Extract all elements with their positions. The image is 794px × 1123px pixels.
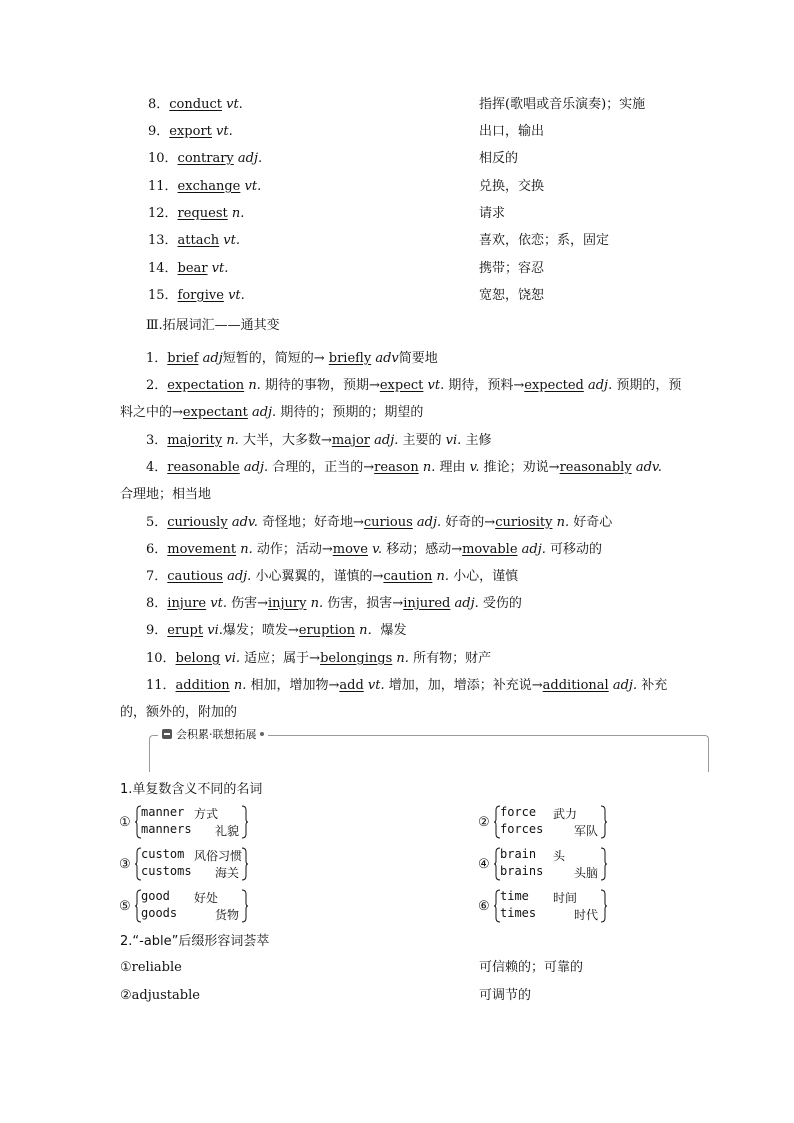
pair-plural: forces xyxy=(500,822,544,836)
box-label-text: 会积累·联想拓展 xyxy=(176,728,257,741)
able-word: ①reliable xyxy=(120,960,182,975)
pair-singular: force xyxy=(500,805,537,819)
deriv-meaning: 可移动的 xyxy=(545,542,603,557)
deriv-meaning: 移动；感动→ xyxy=(382,542,463,557)
deriv-pos: adj. xyxy=(612,678,638,693)
deriv-pos: n． xyxy=(359,623,381,638)
pair-singular: brain xyxy=(500,847,537,861)
deriv-meaning: 奇怪地；好奇地→ xyxy=(257,515,364,530)
heading-able-adjectives: 2.“-able”后缀形容词荟萃 xyxy=(120,934,270,949)
pair-singular: custom xyxy=(141,847,185,861)
right-brace-icon xyxy=(241,889,249,923)
deriv-word: additional xyxy=(542,678,609,693)
vocab-num: 13． xyxy=(148,233,178,248)
deriv-word: cautious xyxy=(167,569,223,584)
deriv-meaning: 伤害→ xyxy=(226,596,268,611)
vocab-pos: adj. xyxy=(237,151,263,166)
right-brace-icon xyxy=(600,805,608,839)
deriv-meaning: 短暂的，简短的→ xyxy=(222,351,329,366)
deriv-meaning: 增加，加，增添；补充说→ xyxy=(384,678,543,693)
deriv-pos: n. xyxy=(240,542,253,557)
deriv-word: injure xyxy=(167,596,207,611)
deriv-meaning: 大半，大多数→ xyxy=(238,433,332,448)
deriv-meaning: 推论；劝说→ xyxy=(479,460,560,475)
deriv-word: curiosity xyxy=(495,515,553,530)
vocab-pos: vt. xyxy=(226,97,243,112)
vocab-word: exchange xyxy=(177,179,241,194)
deriv-word: addition xyxy=(175,678,230,693)
deriv-num: 3． xyxy=(146,433,168,448)
deriv-pos: adj. xyxy=(227,569,252,584)
deriv-pos: adv xyxy=(375,351,399,366)
pair-number: ⑤ xyxy=(119,899,131,914)
deriv-meaning: 预期的，预 xyxy=(612,378,682,393)
deriv-word: briefly xyxy=(328,351,372,366)
vocab-num: 15． xyxy=(148,288,178,303)
pair-singular: time xyxy=(500,889,529,903)
pair-singular: good xyxy=(141,889,170,903)
deriv-meaning: 适应；属于→ xyxy=(240,651,321,666)
deriv-word: injured xyxy=(403,596,451,611)
deriv-meaning: 简要地 xyxy=(398,351,438,366)
deriv-meaning: 爆发 xyxy=(380,623,407,638)
section3-title: Ⅲ.拓展词汇——通其变 xyxy=(146,318,280,333)
deriv-word: movement xyxy=(167,542,237,557)
vocab-num: 12． xyxy=(148,206,178,221)
pair-plural: manners xyxy=(141,822,192,836)
dot-icon xyxy=(260,732,264,736)
vocab-pos: vt. xyxy=(228,288,245,303)
able-word: ②adjustable xyxy=(120,988,200,1003)
deriv-meaning: 动作；活动→ xyxy=(252,542,333,557)
deriv-word: brief xyxy=(167,351,199,366)
deriv-pos: n. xyxy=(310,596,324,611)
deriv-meaning: 合理地；相当地 xyxy=(120,487,212,502)
pair-plural: goods xyxy=(141,906,178,920)
pair-number: ⑥ xyxy=(478,899,490,914)
deriv-pos: n. xyxy=(422,460,436,475)
vocab-word: export xyxy=(169,124,212,139)
deriv-pos: adj. xyxy=(374,433,399,448)
deriv-pos: vi. xyxy=(207,623,223,638)
deriv-num: 6． xyxy=(146,542,168,557)
deriv-meaning: 伤害，损害→ xyxy=(323,596,404,611)
able-meaning: 可调节的 xyxy=(479,988,532,1003)
vocab-meaning: 出口，输出 xyxy=(479,124,545,139)
deriv-pos: adj. xyxy=(243,460,269,475)
vocab-word: attach xyxy=(177,233,220,248)
pair-number: ① xyxy=(119,815,131,830)
pair-number: ④ xyxy=(478,857,490,872)
deriv-pos: n. xyxy=(396,651,409,666)
vocab-word: contrary xyxy=(177,151,234,166)
deriv-meaning: 合理的，正当的→ xyxy=(268,460,375,475)
deriv-meaning: 补充 xyxy=(637,678,668,693)
deriv-word: movable xyxy=(462,542,518,557)
vocab-num: 9． xyxy=(148,124,170,139)
pair-singular-meaning: 头 xyxy=(553,849,566,863)
deriv-word: reason xyxy=(374,460,419,475)
deriv-pos: adj. xyxy=(587,378,613,393)
noun-pair xyxy=(478,847,618,887)
deriv-word: expected xyxy=(524,378,584,393)
deriv-meaning: 期待的；预期的；期望的 xyxy=(276,405,424,420)
deriv-word: eruption xyxy=(298,623,355,638)
right-brace-icon xyxy=(241,847,249,881)
vocab-num: 8． xyxy=(148,97,170,112)
vocab-pos: n. xyxy=(231,206,245,221)
deriv-word: injury xyxy=(268,596,307,611)
vocab-pos: vt. xyxy=(211,261,229,276)
deriv-word: curious xyxy=(363,515,413,530)
pair-plural-meaning: 货物 xyxy=(215,908,240,922)
deriv-pos: vt. xyxy=(367,678,385,693)
pair-plural-meaning: 礼貌 xyxy=(215,824,240,838)
vocab-word: conduct xyxy=(169,97,222,112)
deriv-meaning: 好奇的→ xyxy=(441,515,496,530)
pair-plural-meaning: 军队 xyxy=(574,824,599,838)
deriv-pos: adv. xyxy=(231,515,258,530)
noun-pair xyxy=(119,805,259,845)
deriv-pos: adj. xyxy=(416,515,442,530)
vocab-meaning: 相反的 xyxy=(479,151,519,166)
noun-pair xyxy=(119,889,259,929)
pair-plural-meaning: 头脑 xyxy=(574,866,599,880)
vocab-word: bear xyxy=(177,261,208,276)
deriv-word: reasonable xyxy=(167,460,240,475)
deriv-pos: adj xyxy=(202,351,223,366)
deriv-meaning: 爆发；喷发→ xyxy=(222,623,299,638)
deriv-pos: adv. xyxy=(635,460,662,475)
deriv-pos: vt. xyxy=(210,596,227,611)
deriv-pos: n. xyxy=(233,678,247,693)
deriv-word: expectation xyxy=(167,378,245,393)
right-brace-icon xyxy=(600,889,608,923)
pair-number: ③ xyxy=(119,857,131,872)
pair-plural-meaning: 时代 xyxy=(574,908,599,922)
deriv-pos: vi. xyxy=(224,651,241,666)
deriv-word: curiously xyxy=(167,515,228,530)
deriv-pos: n. xyxy=(556,515,570,530)
deriv-pos: adj. xyxy=(454,596,479,611)
deriv-word: belongings xyxy=(320,651,393,666)
pair-singular-meaning: 武力 xyxy=(553,807,578,821)
deriv-pos: n. xyxy=(226,433,239,448)
deriv-pos: adj. xyxy=(521,542,546,557)
vocab-pos: vt. xyxy=(216,124,233,139)
vocab-num: 11． xyxy=(148,179,178,194)
vocab-meaning: 宽恕，饶恕 xyxy=(479,288,545,303)
vocab-word: request xyxy=(177,206,228,221)
deriv-meaning: 理由 xyxy=(435,460,470,475)
deriv-meaning: 受伤的 xyxy=(478,596,522,611)
vocab-meaning: 请求 xyxy=(479,206,506,221)
heading-plural-nouns: 1.单复数含义不同的名词 xyxy=(120,782,263,797)
pair-plural-meaning: 海关 xyxy=(215,866,240,880)
pair-singular-meaning: 时间 xyxy=(553,891,578,905)
deriv-num: 8． xyxy=(146,596,168,611)
deriv-num: 11． xyxy=(146,678,176,693)
vocab-meaning: 喜欢，依恋；系，固定 xyxy=(479,233,610,248)
pair-singular-meaning: 风俗习惯 xyxy=(194,849,243,863)
vocab-num: 14． xyxy=(148,261,178,276)
deriv-word: reasonably xyxy=(559,460,632,475)
minus-square-icon xyxy=(162,729,172,739)
deriv-num: 2． xyxy=(146,378,168,393)
deriv-num: 4． xyxy=(146,460,168,475)
deriv-num: 10． xyxy=(146,651,176,666)
deriv-word: expect xyxy=(379,378,424,393)
deriv-meaning: 小心翼翼的，谨慎的→ xyxy=(251,569,384,584)
deriv-num: 9． xyxy=(146,623,168,638)
deriv-pos: n. xyxy=(436,569,450,584)
noun-pair xyxy=(119,847,259,887)
deriv-word: major xyxy=(331,433,371,448)
noun-pair xyxy=(478,889,618,929)
deriv-pos: v. xyxy=(469,460,480,475)
deriv-meaning: 期待的事物，预期→ xyxy=(260,378,380,393)
vocab-pos: vt. xyxy=(244,179,262,194)
pair-plural: times xyxy=(500,906,537,920)
deriv-meaning: 相加，增加物→ xyxy=(246,678,340,693)
vocab-num: 10． xyxy=(148,151,178,166)
pair-plural: customs xyxy=(141,864,192,878)
deriv-pos: v. xyxy=(372,542,383,557)
deriv-meaning: 好奇心 xyxy=(569,515,613,530)
deriv-num: 5． xyxy=(146,515,168,530)
deriv-pos: n. xyxy=(248,378,261,393)
box-label xyxy=(158,727,268,743)
vocab-meaning: 携带；容忍 xyxy=(479,261,545,276)
deriv-meaning: 料之中的→ xyxy=(120,405,183,420)
pair-singular-meaning: 好处 xyxy=(194,891,219,905)
deriv-meaning: 的，额外的，附加的 xyxy=(120,705,238,720)
deriv-word: caution xyxy=(383,569,433,584)
deriv-meaning: 主修 xyxy=(461,433,492,448)
deriv-word: expectant xyxy=(182,405,248,420)
pair-singular-meaning: 方式 xyxy=(194,807,219,821)
deriv-pos: adj. xyxy=(251,405,277,420)
deriv-word: move xyxy=(332,542,368,557)
deriv-pos: vt. xyxy=(427,378,445,393)
deriv-meaning: 主要的 xyxy=(398,433,446,448)
pair-plural: brains xyxy=(500,864,544,878)
right-brace-icon xyxy=(241,805,249,839)
vocab-word: forgive xyxy=(177,288,224,303)
able-meaning: 可信赖的；可靠的 xyxy=(479,960,584,975)
vocab-pos: vt. xyxy=(223,233,240,248)
deriv-word: belong xyxy=(175,651,221,666)
pair-singular: manner xyxy=(141,805,185,819)
right-brace-icon xyxy=(600,847,608,881)
noun-pair xyxy=(478,805,618,845)
pair-number: ② xyxy=(478,815,490,830)
deriv-meaning: 所有物；财产 xyxy=(408,651,492,666)
deriv-meaning: 小心，谨慎 xyxy=(449,569,519,584)
vocab-meaning: 指挥(歌唱或音乐演奏)；实施 xyxy=(479,97,646,112)
deriv-num: 1． xyxy=(146,351,168,366)
deriv-num: 7． xyxy=(146,569,168,584)
vocab-meaning: 兑换，交换 xyxy=(479,179,545,194)
deriv-pos: vi. xyxy=(445,433,462,448)
deriv-meaning: 期待，预料→ xyxy=(444,378,525,393)
deriv-word: majority xyxy=(167,433,223,448)
deriv-word: add xyxy=(339,678,364,693)
deriv-word: erupt xyxy=(167,623,204,638)
